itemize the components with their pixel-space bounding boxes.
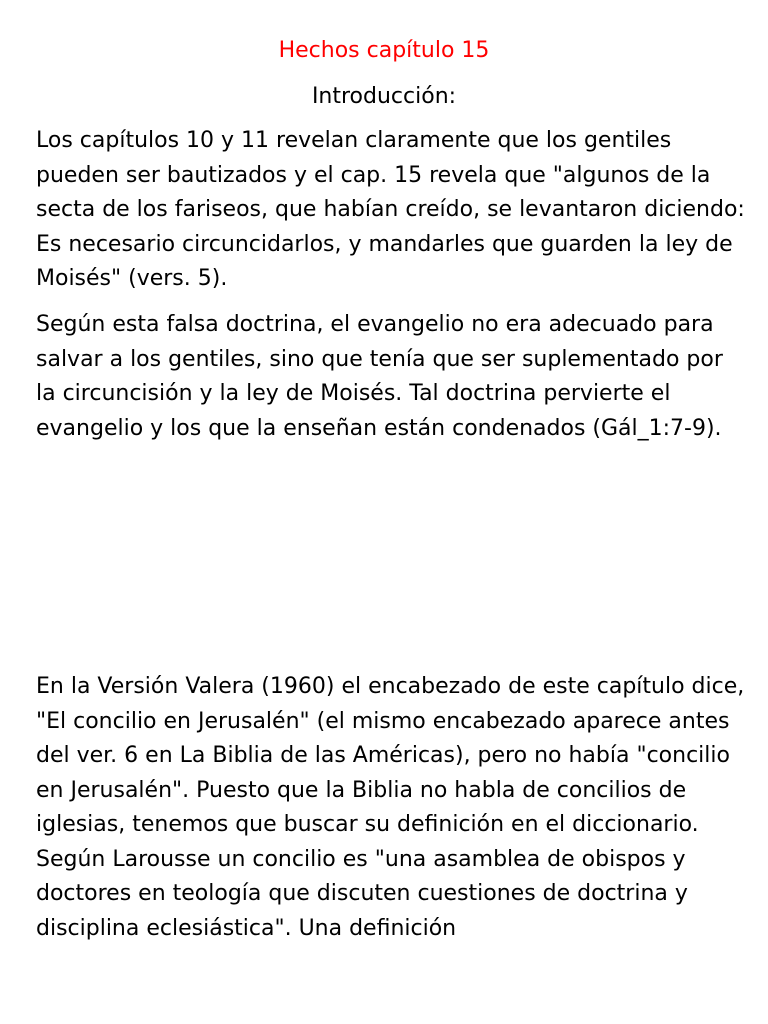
paragraph-3: En la Versión Valera (1960) el encabezado de este capítulo dice, "El concilio en Jerusalén" (el mismo encabezado aparece antes del ver. 6 en La Biblia de las Américas), pero no había "concilio en Jerusalén". Puesto que la Biblia no habla de concilios de iglesias, tenemos que buscar su definición en el diccionario. Según Larousse un concilio es "una asamblea de obispos y doctores en teología que discuten cuestiones de doctrina y disciplina eclesiástica". Una definición <box>36 674 745 941</box>
paragraph-1: Los capítulos 10 y 11 revelan claramente que los gentiles pueden ser bautizados y el cap. 15 revela que "algunos de la secta de los fariseos, que habían creído, se levantaron diciendo: Es necesario circuncidarlos, y mandarles que guarden la ley de Moisés" (vers. 5). <box>36 128 745 291</box>
paragraph-2: Según esta falsa doctrina, el evangelio no era adecuado para salvar a los gentiles, sino que tenía que ser suplementado por la circuncisión y la ley de Moisés. Tal doctrina pervierte el evangelio y los que la enseñan están condenados (Gál_1:7-9). <box>36 312 723 441</box>
section-heading: Introducción: <box>311 84 457 109</box>
page-title: Hechos capítulo 15 <box>278 38 490 63</box>
